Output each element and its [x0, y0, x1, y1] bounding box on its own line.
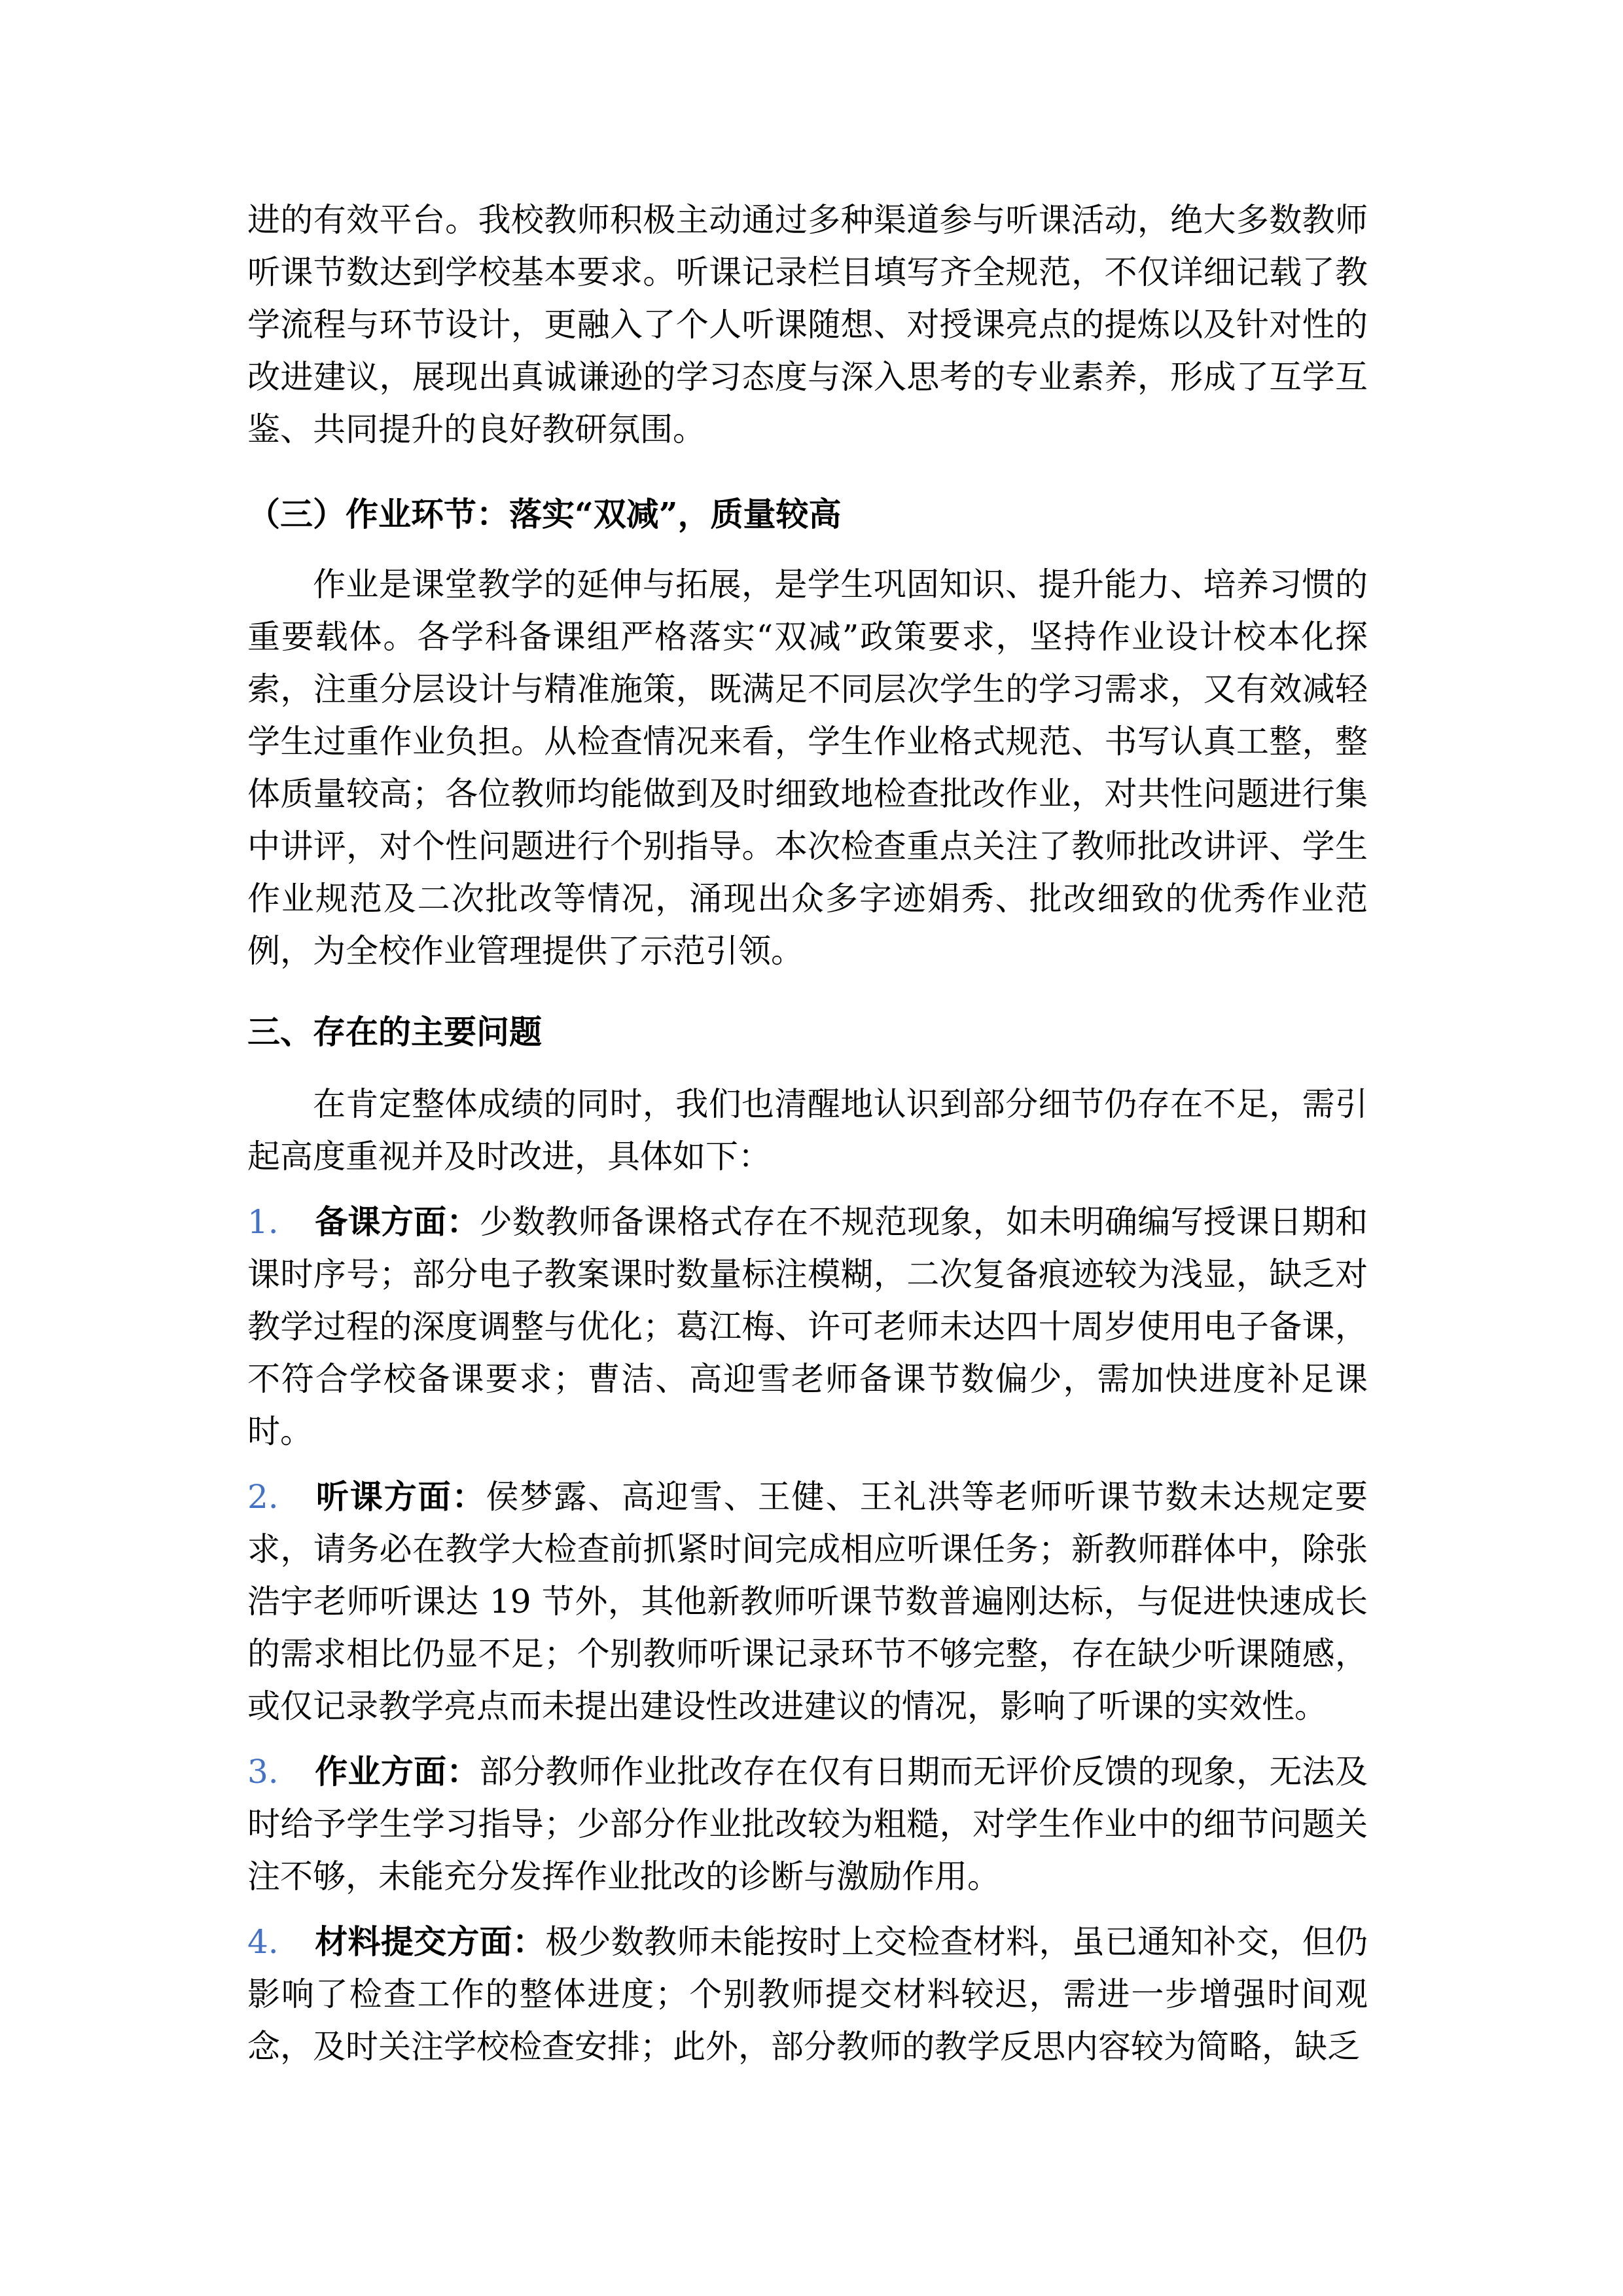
item-text: 少数教师备课格式存在不规范现象，如未明确编写授课日期和课时序号；部分电子教案课时数量标注模糊，二次复备痕迹较为浅显，缺乏对教学过程的深度调整与优化；葛江梅、许可老师未达四十周岁使用电子备课，不符合学校备课要求；曹洁、高迎雪老师备课节数偏少，需加快进度补足课时。 — [247, 1203, 1368, 1450]
item-label: 听课方面： — [315, 1477, 486, 1516]
continued-paragraph: 进的有效平台。我校教师积极主动通过多种渠道参与听课活动，绝大多数教师听课节数达到学校基本要求。听课记录栏目填写齐全规范，不仅详细记载了教学流程与环节设计，更融入了个人听课随想、对授课亮点的提炼以及针对性的改进建议，展现出真诚谦逊的学习态度与深入思考的专业素养，形成了互学互鉴、共同提升的良好教研氛围。 — [247, 201, 1368, 448]
item-number: 3. — [247, 1753, 279, 1791]
item-label: 材料提交方面： — [315, 1922, 546, 1961]
problem-item-lesson-observation — [247, 1471, 1368, 1732]
item-number: 2. — [247, 1478, 279, 1516]
section-heading-problems: 三、存在的主要问题 — [247, 1013, 542, 1051]
homework-paragraph: 作业是课堂教学的延伸与拓展，是学生巩固知识、提升能力、培养习惯的重要载体。各学科备课组严格落实“双减”政策要求，坚持作业设计校本化探索，注重分层设计与精准施策，既满足不同层次学生的学习需求，又有效减轻学生过重作业负担。从检查情况来看，学生作业格式规范、书写认真工整，整体质量较高；各位教师均能做到及时细致地检查批改作业，对共性问题进行集中讲评，对个性问题进行个别指导。本次检查重点关注了教师批改讲评、学生作业规范及二次批改等情况，涌现出众多字迹娟秀、批改细致的优秀作业范例，为全校作业管理提供了示范引领。 — [247, 565, 1368, 970]
item-label: 备课方面： — [315, 1202, 480, 1241]
item-number: 4. — [247, 1923, 279, 1961]
item-text: 部分教师作业批改存在仅有日期而无评价反馈的现象，无法及时给予学生学习指导；少部分作业批改较为粗糙，对学生作业中的细节问题关注不够，未能充分发挥作业批改的诊断与激励作用。 — [247, 1753, 1368, 1895]
item-text: 极少数教师未能按时上交检查材料，虽已通知补交，但仍影响了检查工作的整体进度；个别教师提交材料较迟，需进一步增强时间观念，及时关注学校检查安排；此外，部分教师的教学反思内容较为简略，缺乏 — [247, 1923, 1368, 2066]
problem-item-homework — [247, 1746, 1368, 1903]
problem-item-material-submission — [247, 1916, 1368, 2073]
document-content — [247, 194, 1368, 2073]
problem-item-preparation — [247, 1196, 1368, 1458]
item-number: 1. — [247, 1203, 279, 1241]
problems-intro-paragraph: 在肯定整体成绩的同时，我们也清醒地认识到部分细节仍存在不足，需引起高度重视并及时改进，具体如下： — [247, 1085, 1368, 1175]
item-label: 作业方面： — [315, 1752, 480, 1791]
item-text: 侯梦露、高迎雪、王健、王礼洪等老师听课节数未达规定要求，请务必在教学大检查前抓紧时间完成相应听课任务；新教师群体中，除张浩宇老师听课达 19 节外，其他新教师听课节数普遍刚达标，与促进快速成长的需求相比仍显不足；个别教师听课记录环节不够完整，存在缺少听课随感，或仅记录教学亮点而未提出建设性改进建议的情况，影响了听课的实效性。 — [247, 1478, 1368, 1725]
section-heading-homework: （三）作业环节：落实“双减”，质量较高 — [247, 495, 842, 533]
